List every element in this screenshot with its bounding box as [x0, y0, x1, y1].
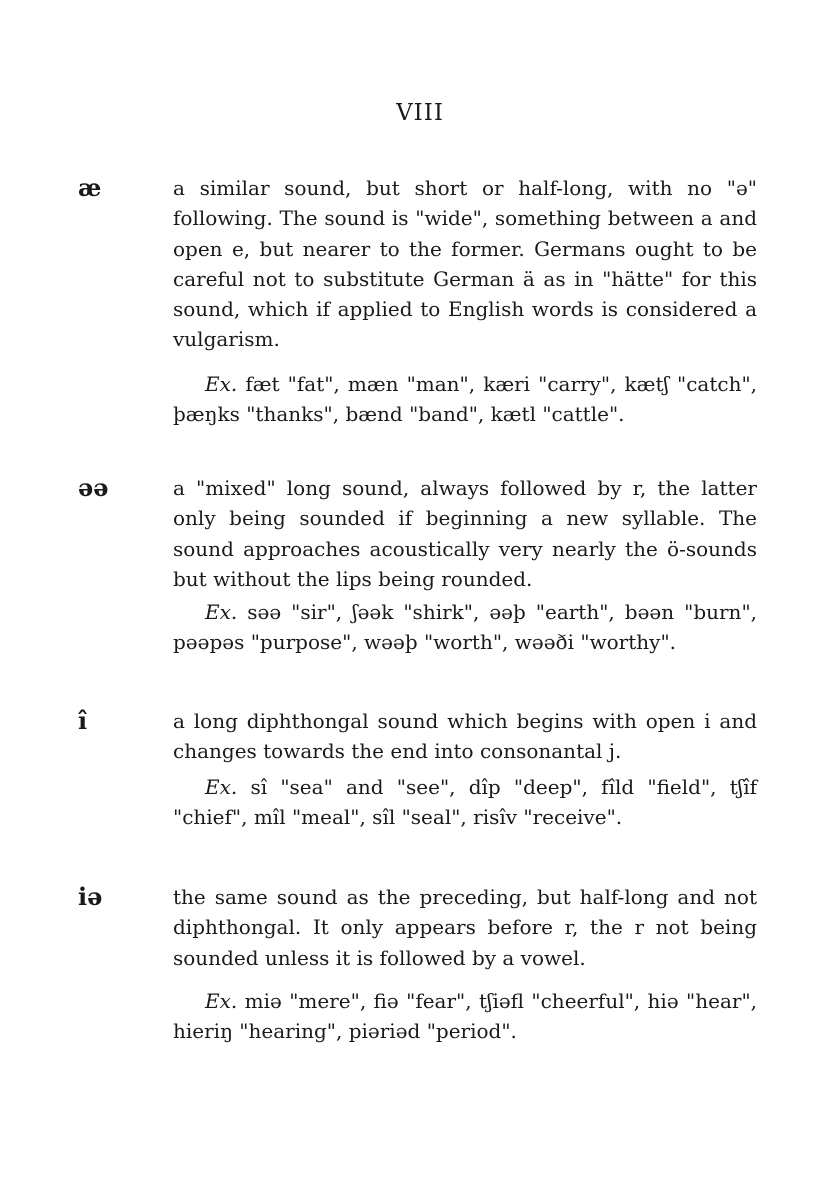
- example-label: Ex.: [205, 600, 238, 624]
- example-text: səə "sir", ʃəək "shirk", əəþ "earth", bəən "burn", pəəpəs "purpose", wəəþ "worth", wəəði "worthy".: [173, 600, 757, 655]
- entry-description: a long diphthongal sound which begins with open i and changes towards the end into consonantal j.: [173, 709, 757, 764]
- entry-symbol: əə: [78, 473, 109, 502]
- example-label: Ex.: [205, 372, 238, 396]
- entry-symbol: æ: [78, 173, 102, 202]
- example-text: miə "mere", fiə "fear", tʃiəfl "cheerful", hiə "hear", hieriŋ "hearing", piəriəd "period".: [173, 989, 757, 1044]
- example-label: Ex.: [205, 989, 238, 1013]
- example-text: fæt "fat", mæn "man", kæri "carry", kætʃ "catch", þæŋks "thanks", bænd "band", kætl "cattle".: [173, 372, 758, 427]
- entry-description: a "mixed" long sound, always followed by r, the latter only being sounded if beginning a new syllable. The sound approaches acoustically very nearly the ö-sounds but without the lips being rounded.: [173, 476, 757, 591]
- entry-example: [173, 772, 757, 833]
- example-label: Ex.: [205, 775, 238, 799]
- entry-description: a similar sound, but short or half-long, with no "ə" following. The sound is "wide", something between a and open e, but nearer to the former. Germans ought to be careful not to substitute German ä as in "hätte" for this sound, which if applied to English words is considered a vulgarism.: [173, 176, 757, 352]
- entry-symbol: î: [78, 706, 88, 735]
- entry-example: [173, 597, 757, 658]
- entry-example: [173, 369, 757, 430]
- page-number: VIII: [396, 100, 444, 126]
- entry-description: the same sound as the preceding, but half-long and not diphthongal. It only appears before r, the r not being sounded unless it is followed by a vowel.: [173, 885, 757, 970]
- example-text: sî "sea" and "see", dîp "deep", fîld "field", tʃîf "chief", mîl "meal", sîl "seal", risîv "receive".: [173, 775, 757, 830]
- entry-symbol: iə: [78, 882, 103, 911]
- entry-example: [173, 986, 757, 1047]
